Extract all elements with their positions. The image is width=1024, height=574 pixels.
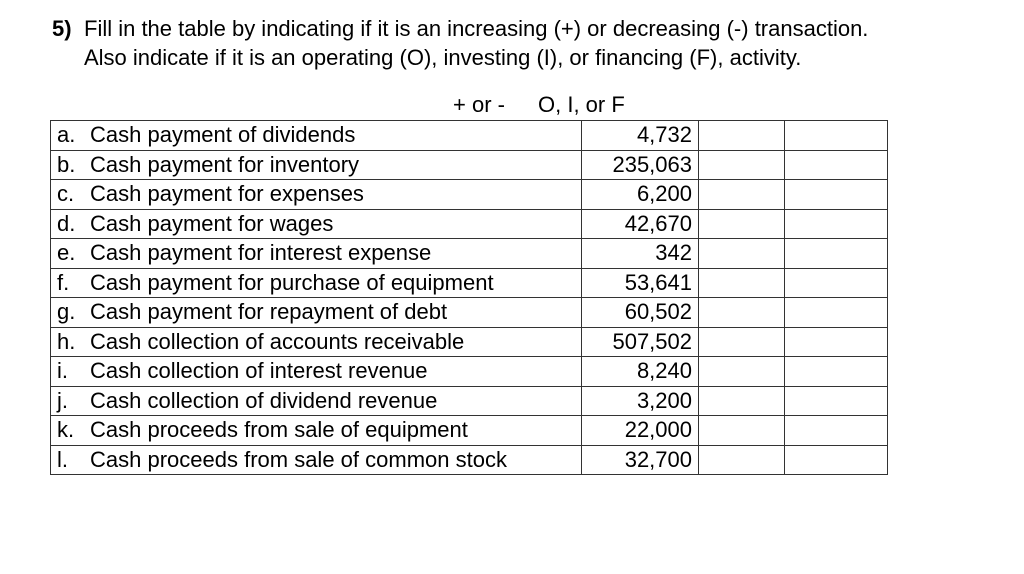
row-description-cell	[51, 386, 582, 416]
activity-answer-cell[interactable]	[785, 445, 888, 475]
row-letter: g.	[57, 299, 76, 325]
row-letter: f.	[57, 269, 70, 295]
row-description: Cash payment for wages	[90, 210, 334, 236]
sign-answer-cell[interactable]	[699, 239, 785, 269]
transactions-table	[50, 120, 888, 475]
row-description: Cash payment for purchase of equipment	[90, 269, 494, 295]
row-letter: h.	[57, 328, 76, 354]
activity-answer-cell[interactable]	[785, 416, 888, 446]
table-row	[51, 239, 888, 269]
row-description-cell	[51, 445, 582, 475]
row-letter: i.	[57, 358, 68, 384]
row-description: Cash proceeds from sale of common stock	[90, 446, 507, 472]
row-description: Cash payment for expenses	[90, 181, 364, 207]
row-amount: 53,641	[582, 268, 699, 298]
sign-answer-cell[interactable]	[699, 357, 785, 387]
table-row	[51, 180, 888, 210]
activity-answer-cell[interactable]	[785, 180, 888, 210]
row-letter: b.	[57, 151, 76, 177]
activity-answer-cell[interactable]	[785, 386, 888, 416]
table-row	[51, 150, 888, 180]
table-row	[51, 416, 888, 446]
activity-answer-cell[interactable]	[785, 209, 888, 239]
row-amount: 6,200	[582, 180, 699, 210]
row-amount: 60,502	[582, 298, 699, 328]
row-description: Cash payment for repayment of debt	[90, 299, 448, 325]
row-description: Cash proceeds from sale of equipment	[90, 417, 468, 443]
row-description-cell	[51, 121, 582, 151]
question-text-1: Fill in the table by indicating if it is an increasing (+) or decreasing (-) transaction.	[84, 16, 869, 41]
row-letter: l.	[57, 446, 68, 472]
activity-answer-cell[interactable]	[785, 298, 888, 328]
row-description-cell	[51, 416, 582, 446]
sign-answer-cell[interactable]	[699, 445, 785, 475]
table-row	[51, 209, 888, 239]
row-description: Cash collection of dividend revenue	[90, 387, 438, 413]
row-description-cell	[51, 180, 582, 210]
activity-answer-cell[interactable]	[785, 357, 888, 387]
sign-answer-cell[interactable]	[699, 327, 785, 357]
row-letter: j.	[57, 387, 68, 413]
table-row	[51, 268, 888, 298]
header-activity: O, I, or F	[538, 92, 625, 117]
activity-answer-cell[interactable]	[785, 268, 888, 298]
question-number: 5)	[52, 16, 72, 41]
row-amount: 4,732	[582, 121, 699, 151]
row-description: Cash payment for interest expense	[90, 240, 432, 266]
sign-answer-cell[interactable]	[699, 268, 785, 298]
row-description-cell	[51, 327, 582, 357]
row-letter: d.	[57, 210, 76, 236]
row-amount: 235,063	[582, 150, 699, 180]
row-letter: a.	[57, 122, 76, 148]
activity-answer-cell[interactable]	[785, 327, 888, 357]
table-row	[51, 386, 888, 416]
row-amount: 22,000	[582, 416, 699, 446]
row-description-cell	[51, 357, 582, 387]
row-amount: 3,200	[582, 386, 699, 416]
sign-answer-cell[interactable]	[699, 386, 785, 416]
activity-answer-cell[interactable]	[785, 121, 888, 151]
sign-answer-cell[interactable]	[699, 150, 785, 180]
row-amount: 32,700	[582, 445, 699, 475]
row-description: Cash collection of interest revenue	[90, 358, 428, 384]
row-letter: k.	[57, 417, 75, 443]
row-description: Cash payment of dividends	[90, 122, 356, 148]
row-description: Cash collection of accounts receivable	[90, 328, 465, 354]
transactions-table-body	[51, 121, 888, 475]
row-description-cell	[51, 209, 582, 239]
sign-answer-cell[interactable]	[699, 298, 785, 328]
row-description: Cash payment for inventory	[90, 151, 360, 177]
row-description-cell	[51, 268, 582, 298]
table-row	[51, 121, 888, 151]
sign-answer-cell[interactable]	[699, 209, 785, 239]
table-row	[51, 298, 888, 328]
table-row	[51, 357, 888, 387]
row-description-cell	[51, 150, 582, 180]
sign-answer-cell[interactable]	[699, 180, 785, 210]
row-description-cell	[51, 298, 582, 328]
question-line-1	[52, 14, 868, 43]
sign-answer-cell[interactable]	[699, 416, 785, 446]
sign-answer-cell[interactable]	[699, 121, 785, 151]
header-sign: + or -	[453, 92, 505, 117]
row-amount: 42,670	[582, 209, 699, 239]
row-amount: 8,240	[582, 357, 699, 387]
row-amount: 507,502	[582, 327, 699, 357]
activity-answer-cell[interactable]	[785, 150, 888, 180]
question-prompt	[52, 14, 868, 72]
row-letter: c.	[57, 181, 75, 207]
question-line-2: Also indicate if it is an operating (O), investing (I), or financing (F), activity.	[84, 45, 802, 70]
row-amount: 342	[582, 239, 699, 269]
activity-answer-cell[interactable]	[785, 239, 888, 269]
row-letter: e.	[57, 240, 76, 266]
table-row	[51, 327, 888, 357]
table-row	[51, 445, 888, 475]
row-description-cell	[51, 239, 582, 269]
